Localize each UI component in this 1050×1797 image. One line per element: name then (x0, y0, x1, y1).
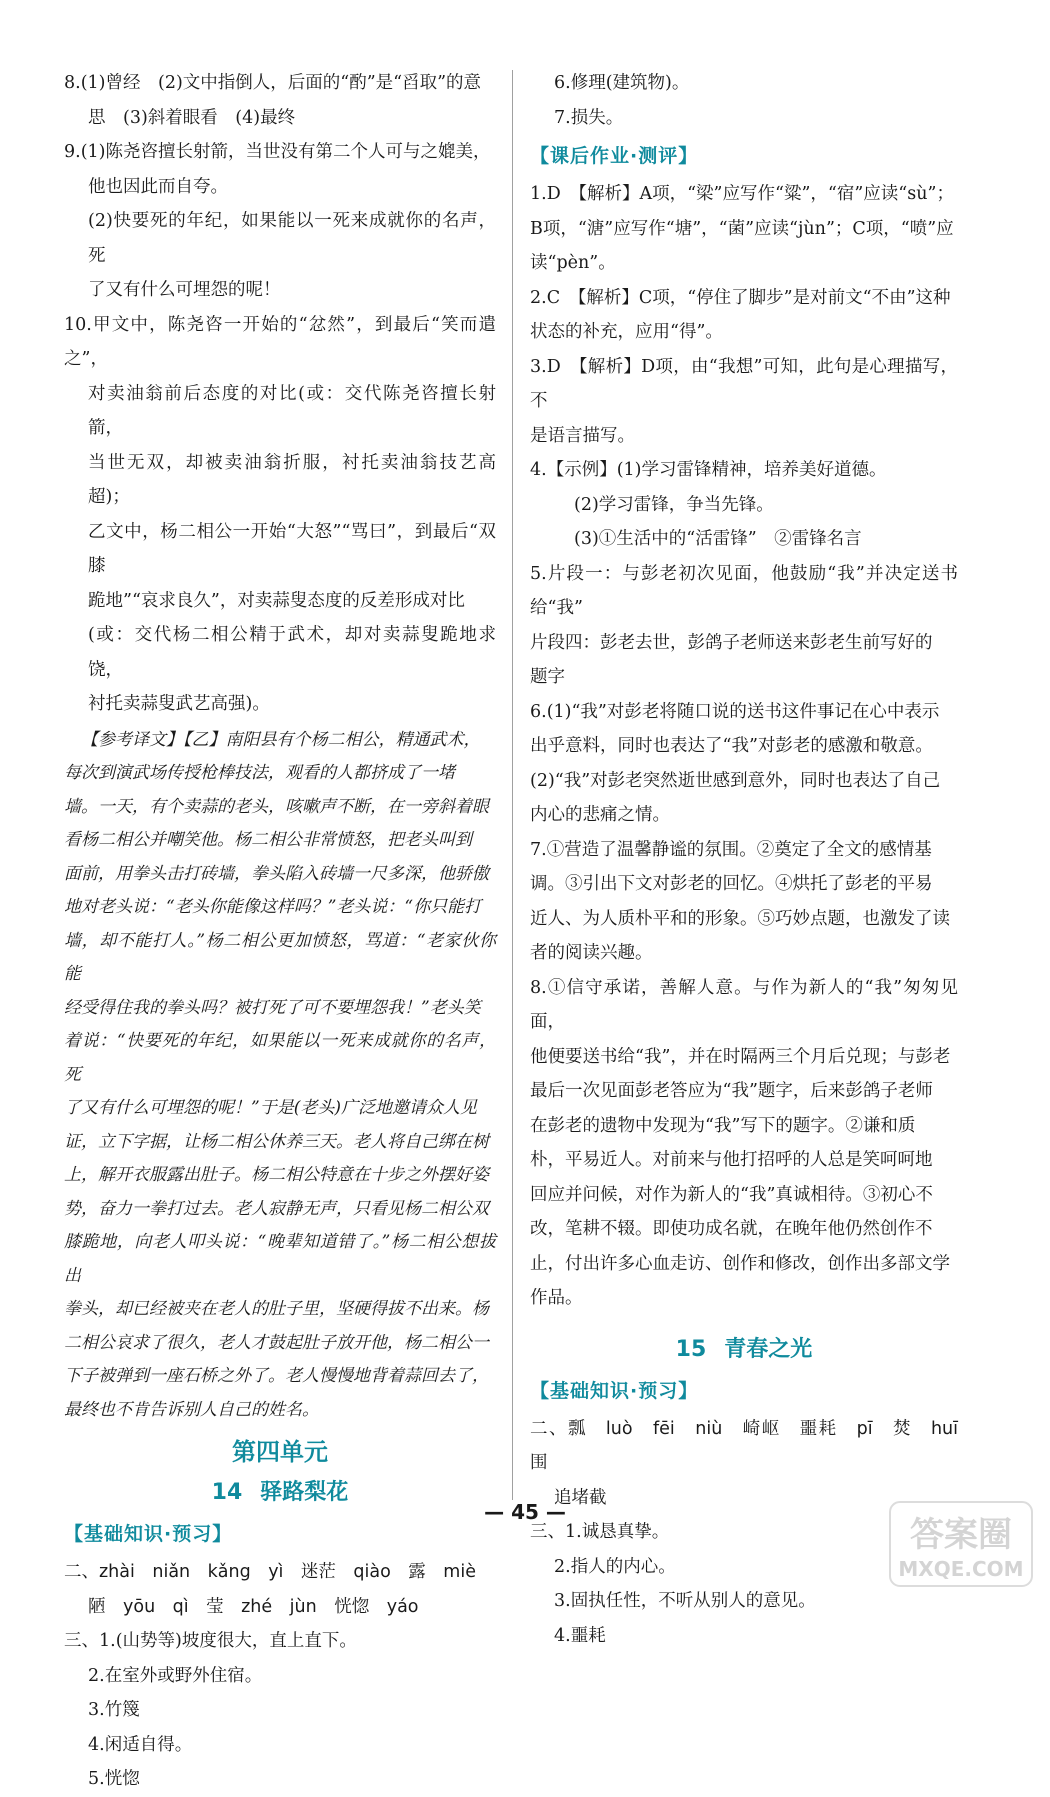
hw-5-line-3: 题字 (530, 667, 565, 687)
hw-8-line-9: 作品。 (530, 1288, 583, 1308)
pinyin-line-1: 二、瓢 luò fēi niù 崎岖 噩耗 pī 焚 huī 围 (530, 1418, 976, 1473)
hw-1-line-2: B项，“溏”应写作“塘”，“菌”应读“jùn”；C项，“喷”应 (530, 218, 954, 239)
translation-line: 最终也不肯告诉别人自己的姓名。 (64, 1399, 319, 1420)
hw-5-line-1: 5.片段一：与彭老初次见面，他鼓励“我”并决定送书给“我” (530, 563, 958, 618)
hw-7-line-4: 者的阅读兴趣。 (530, 943, 653, 963)
vocab-2: 2.在室外或野外住宿。 (88, 1665, 263, 1686)
vocab-3: 3.固执任性，不听从别人的意见。 (554, 1591, 816, 1611)
answer-10-line-1: 10.甲文中，陈尧咨一开始的“忿然”，到最后“笑而遣之”， (64, 314, 496, 369)
watermark-text-en: MXQE.COM (898, 1557, 1024, 1581)
section-tag-homework: 【课后作业·测评】 (530, 145, 699, 167)
section-tag-prep: 【基础知识·预习】 (530, 1379, 699, 1402)
translation-line: 着说：“快要死的年纪，如果能以一死来成就你的名声，死 (64, 1031, 496, 1085)
unit-title: 第四单元 (232, 1438, 328, 1466)
pinyin-line-2: 追堵截 (554, 1487, 607, 1508)
hw-8-line-6: 回应并问候，对作为新人的“我”真诚相待。③初心不 (530, 1184, 933, 1205)
vocab-2: 2.指人的内心。 (554, 1556, 676, 1577)
vocab-4: 4.闲适自得。 (88, 1734, 193, 1755)
hw-3-line-2: 是语言描写。 (530, 425, 635, 446)
hw-2-line-2: 状态的补充，应用“得”。 (530, 322, 723, 342)
hw-4-line-1: 4.【示例】(1)学习雷锋精神，培养美好道德。 (530, 460, 887, 480)
translation-line: 看杨二相公并嘲笑他。杨二相公非常愤怒，把老头叫到 (64, 830, 472, 850)
lesson-number: 14 (211, 1480, 243, 1505)
answer-10-line-7: 衬托卖蒜叟武艺高强)。 (88, 694, 270, 714)
hw-8-line-8: 止，付出许多心血走访、创作和修改，创作出多部文学 (530, 1253, 950, 1274)
answer-10-line-2: 对卖油翁前后态度的对比(或：交代陈尧咨擅长射箭， (88, 383, 496, 438)
hw-8-line-5: 朴，平易近人。对前来与他打招呼的人总是笑呵呵地 (530, 1150, 933, 1170)
answer-10-line-3: 当世无双，却被卖油翁折服，衬托卖油翁技艺高超)； (88, 452, 496, 507)
translation-line: 【参考译文】【乙】南阳县有个杨二相公，精通武术， (81, 729, 481, 750)
hw-6-line-3: (2)“我”对彭老突然逝世感到意外，同时也表达了自己 (530, 770, 941, 791)
hw-4-line-2: (2)学习雷锋，争当先锋。 (574, 494, 774, 515)
pinyin-line-1: 二、zhài niǎn kǎng yì 迷茫 qiào 露 miè (64, 1562, 476, 1582)
left-column (64, 66, 496, 1797)
hw-1-line-3: 读“pèn”。 (530, 253, 616, 273)
hw-3-line-1: 3.D 【解析】D项，由“我想”可知，此句是心理描写，不 (530, 356, 958, 411)
hw-7-line-2: 调。③引出下文对彭老的回忆。④烘托了彭老的平易 (530, 874, 933, 894)
column-divider (512, 70, 513, 1500)
vocab-5: 5.恍惚 (88, 1769, 140, 1789)
translation-line: 二相公哀求了很久，老人才鼓起肚子放开他，杨二相公一 (64, 1332, 489, 1353)
hw-8-line-3: 最后一次见面彭老答应为“我”题字，后来彭鸽子老师 (530, 1081, 933, 1101)
translation-line: 上，解开衣服露出肚子。杨二相公特意在十步之外摆好姿 (64, 1165, 489, 1185)
answer-10-line-4: 乙文中，杨二相公一开始“大怒”“骂曰”，到最后“双膝 (88, 521, 496, 576)
hw-4-line-3: (3)①生活中的“活雷锋” ②雷锋名言 (574, 529, 862, 549)
translation-line: 拳头，却已经被夹在老人的肚子里，坚硬得拔不出来。杨 (64, 1299, 489, 1319)
hw-8-line-7: 改，笔耕不辍。即使功成名就，在晚年他仍然创作不 (530, 1219, 933, 1239)
hw-2-line-1: 2.C 【解析】C项，“停住了脚步”是对前文“不由”这种 (530, 287, 951, 308)
page-number: — 45 — (484, 1500, 566, 1524)
translation-line: 面前，用拳头击打砖墙，拳头陷入砖墙一尺多深，他骄傲 (64, 863, 489, 884)
translation-line: 势，奋力一拳打过去。老人寂静无声，只看见杨二相公双 (64, 1198, 489, 1219)
hw-8-line-2: 他便要送书给“我”，并在时隔两三个月后兑现；与彭老 (530, 1046, 951, 1067)
translation-line: 下子被弹到一座石桥之外了。老人慢慢地背着蒜回去了， (64, 1366, 489, 1386)
answer-6: 6.修理(建筑物)。 (554, 73, 690, 93)
hw-8-line-1: 8.①信守承诺，善解人意。与作为新人的“我”匆匆见面， (530, 977, 958, 1032)
section-tag-prep: 【基础知识·预习】 (64, 1523, 233, 1545)
translation-line: 膝跪地，向老人叩头说：“晚辈知道错了。”杨二相公想拔出 (64, 1232, 496, 1286)
lesson-number: 15 (675, 1336, 707, 1362)
lesson-15-title (530, 1330, 958, 1370)
answer-9-line-2: 他也因此而自夸。 (88, 176, 228, 197)
hw-6-line-4: 内心的悲痛之情。 (530, 805, 670, 825)
translation-line: 墙。一天，有个卖蒜的老头，咳嗽声不断，在一旁斜着眼 (64, 796, 489, 817)
vocab-4: 4.噩耗 (554, 1625, 606, 1646)
vocab-3: 3.竹篾 (88, 1700, 140, 1720)
hw-7-line-1: 7.①营造了温馨静谧的氛围。②奠定了全文的感情基 (530, 839, 932, 860)
answer-10-line-6: (或：交代杨二相公精于武术，却对卖蒜叟跪地求饶， (88, 625, 496, 680)
vocab-1: 三、1.(山势等)坡度很大，直上直下。 (64, 1631, 357, 1651)
answer-10-line-5: 跪地”“哀求良久”，对卖蒜叟态度的反差形成对比 (88, 590, 465, 611)
translation-line: 了又有什么可埋怨的呢！”于是(老头)广泛地邀请众人见 (64, 1098, 477, 1118)
hw-6-line-2: 出乎意料，同时也表达了“我”对彭老的感激和敬意。 (530, 736, 933, 756)
hw-6-line-1: 6.(1)“我”对彭老将随口说的送书这件事记在心中表示 (530, 701, 940, 722)
watermark-logo (886, 1498, 1036, 1590)
vocab-1: 三、1.诚恳真挚。 (530, 1522, 670, 1542)
answer-9-line-1: 9.(1)陈尧咨擅长射箭，当世没有第二个人可与之媲美， (64, 142, 491, 162)
hw-7-line-3: 近人、为人质朴平和的形象。⑤巧妙点题，也激发了读 (530, 908, 950, 929)
reference-translation (64, 724, 496, 1428)
translation-line: 证，立下字据，让杨二相公休养三天。老人将自己绑在树 (64, 1131, 489, 1152)
lesson-name: 青春之光 (724, 1336, 813, 1362)
answer-8-line-1: 8.(1)曾经 (2)文中指倒人，后面的“酌”是“舀取”的意 (64, 73, 482, 93)
pinyin-line-2: 陋 yōu qì 莹 zhé jùn 恍惚 yáo (88, 1596, 419, 1617)
translation-line: 地对老头说：“老头你能像这样吗？”老头说：“你只能打 (64, 897, 482, 917)
lesson-name: 驿路梨花 (260, 1480, 349, 1505)
translation-line: 每次到演武场传授枪棒技法，观看的人都挤成了一堵 (64, 763, 455, 783)
watermark-text-cn: 答案圈 (910, 1515, 1012, 1555)
translation-line: 墙，却不能打人。”杨二相公更加愤怒，骂道：“老家伙你能 (64, 930, 496, 984)
hw-5-line-2: 片段四：彭老去世，彭鸽子老师送来彭老生前写好的 (530, 632, 933, 653)
hw-1-line-1: 1.D 【解析】A项，“梁”应写作“粱”，“宿”应读“sù”； (530, 184, 954, 204)
answer-7: 7.损失。 (554, 107, 624, 128)
hw-8-line-4: 在彭老的遗物中发现为“我”写下的题字。②谦和质 (530, 1115, 916, 1136)
translation-line: 经受得住我的拳头吗？被打死了可不要埋怨我！”老头笑 (64, 997, 481, 1018)
answer-9-line-3: (2)快要死的年纪，如果能以一死来成就你的名声，死 (88, 211, 496, 266)
answer-8-line-2: 思 (3)斜着眼看 (4)最终 (88, 107, 296, 128)
answer-9-line-4: 了又有什么可埋怨的呢！ (88, 280, 281, 300)
